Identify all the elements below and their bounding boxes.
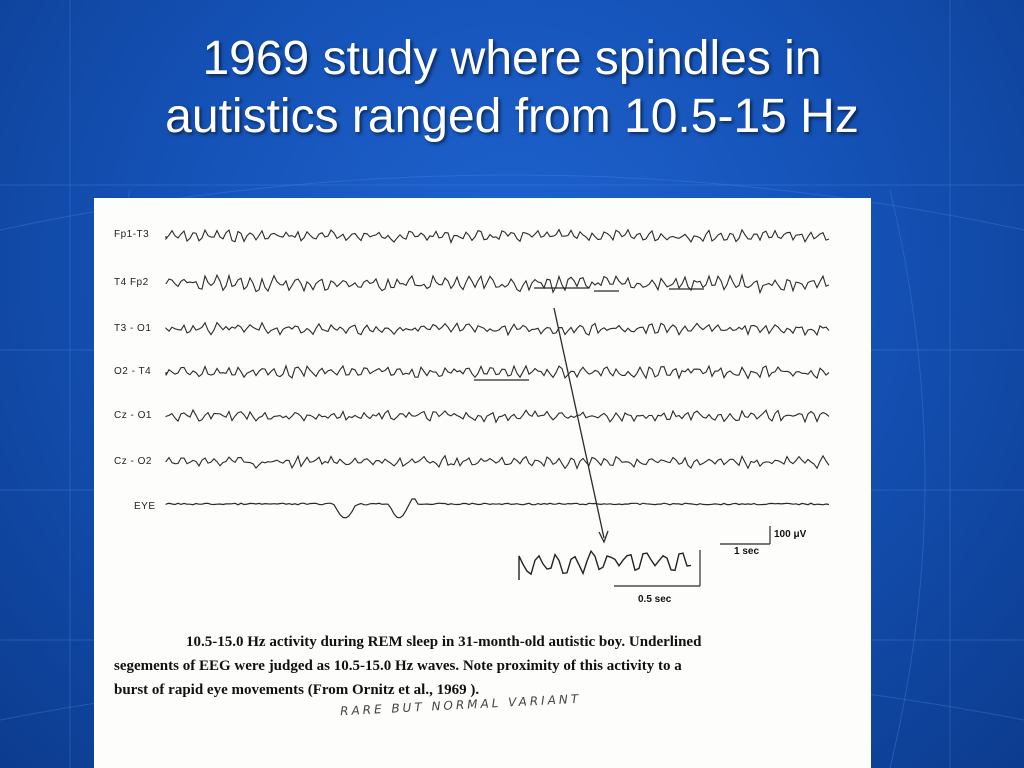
eeg-traces: [94, 198, 871, 628]
eeg-trace-3: [166, 323, 829, 335]
channel-label-fp1-t3: Fp1-T3: [114, 229, 150, 240]
caption-line-1: 10.5-15.0 Hz activity during REM sleep in 31-month-old autistic boy. Underlined: [186, 634, 702, 650]
slide-title-line-1: 1969 study where spindles in: [202, 32, 822, 85]
inset-trace: [519, 551, 691, 580]
channel-label-eye: EYE: [134, 501, 156, 512]
channel-label-o2-t4: O2 - T4: [114, 366, 152, 377]
slide-title: [0, 30, 1024, 146]
scale-amplitude-label: 100 μV: [774, 529, 807, 540]
channel-label-cz-o2: Cz - O2: [114, 456, 152, 467]
eeg-trace-6: [166, 456, 829, 469]
figure-caption: [114, 630, 844, 702]
handwritten-note: RARE BUT NORMAL VARIANT: [339, 691, 582, 719]
channel-label-t3-o1: T3 - O1: [114, 323, 152, 334]
eeg-trace-eye: [166, 499, 829, 518]
inset-time-label: 0.5 sec: [638, 594, 672, 605]
eeg-trace-5: [166, 410, 829, 422]
eeg-trace-1: [166, 230, 829, 243]
caption-line-3: burst of rapid eye movements (From Ornitz et al., 1969 ).: [114, 682, 480, 698]
slide-title-line-2: autistics ranged from 10.5-15 Hz: [165, 90, 859, 143]
caption-line-2: segements of EEG were judged as 10.5-15.0 Hz waves. Note proximity of this activity to a: [114, 658, 682, 674]
channel-label-cz-o1: Cz - O1: [114, 410, 152, 421]
eeg-trace-2: [166, 275, 829, 293]
eeg-trace-4: [166, 366, 829, 379]
eeg-figure: [94, 198, 871, 768]
channel-label-t4-fp2: T4 Fp2: [114, 277, 149, 288]
scale-time-label: 1 sec: [734, 546, 760, 557]
